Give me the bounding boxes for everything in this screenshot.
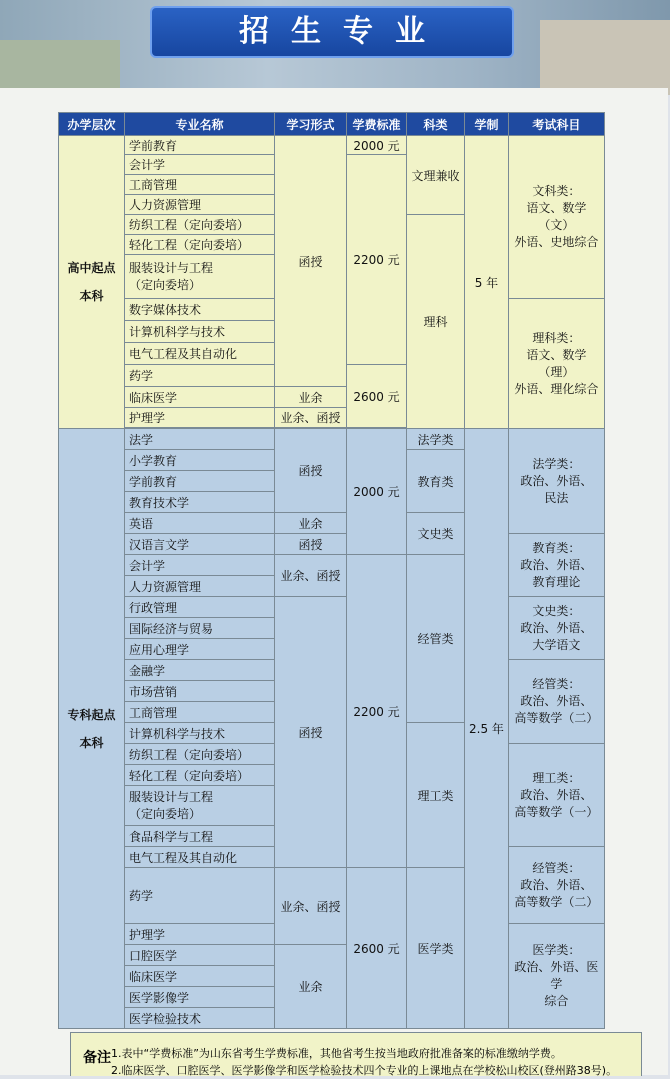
subjects-cell: 法学类： 政治、外语、 民法 bbox=[508, 429, 604, 534]
major-cell: 应用心理学 bbox=[125, 639, 275, 660]
major-cell: 电气工程及其自动化 bbox=[125, 847, 275, 868]
major-cell: 行政管理 bbox=[125, 597, 275, 618]
form-cell: 函授 bbox=[275, 136, 347, 387]
major-cell: 法学 bbox=[125, 429, 275, 450]
form-cell: 业余 bbox=[275, 945, 347, 1029]
note-label: 备注 bbox=[83, 1050, 111, 1066]
header-form: 学习形式 bbox=[275, 113, 347, 136]
header-subjects: 考试科目 bbox=[508, 113, 604, 136]
major-cell: 工商管理 bbox=[125, 702, 275, 723]
category-cell: 教育类 bbox=[407, 450, 465, 513]
category-cell: 经管类 bbox=[407, 555, 465, 723]
major-cell: 口腔医学 bbox=[125, 945, 275, 966]
subjects-cell: 医学类： 政治、外语、医学 综合 bbox=[508, 924, 604, 1029]
major-cell: 数字媒体技术 bbox=[125, 299, 275, 321]
header-banner bbox=[0, 0, 670, 95]
major-cell: 教育技术学 bbox=[125, 492, 275, 513]
section-college bbox=[59, 429, 605, 1029]
level-cell: 高中起点 本科 bbox=[59, 136, 125, 429]
major-cell: 医学影像学 bbox=[125, 987, 275, 1008]
fee-cell: 2000 元 bbox=[347, 136, 407, 155]
form-cell: 函授 bbox=[275, 534, 347, 555]
section-highschool bbox=[59, 136, 605, 429]
note-line: 2.临床医学、口腔医学、医学影像学和医学检验技术四个专业的上课地点在学校松山校区(登州路38号)。 bbox=[111, 1064, 618, 1077]
major-cell: 人力资源管理 bbox=[125, 195, 275, 215]
category-cell: 医学类 bbox=[407, 868, 465, 1029]
major-cell: 医学检验技术 bbox=[125, 1008, 275, 1029]
category-cell: 理科 bbox=[407, 215, 465, 429]
major-cell: 纺织工程（定向委培） bbox=[125, 215, 275, 235]
header-level: 办学层次 bbox=[59, 113, 125, 136]
admission-table bbox=[58, 112, 605, 1029]
form-cell: 函授 bbox=[275, 597, 347, 868]
form-cell: 业余 bbox=[275, 387, 347, 408]
header-duration: 学制 bbox=[465, 113, 509, 136]
major-cell: 食品科学与工程 bbox=[125, 826, 275, 847]
page-title: 招生专业 bbox=[239, 14, 447, 49]
banner-building bbox=[540, 20, 670, 95]
major-cell: 金融学 bbox=[125, 660, 275, 681]
category-cell: 文理兼收 bbox=[407, 136, 465, 215]
major-cell: 临床医学 bbox=[125, 966, 275, 987]
header-major: 专业名称 bbox=[125, 113, 275, 136]
title-box bbox=[150, 6, 514, 58]
admission-table-wrap bbox=[58, 112, 605, 1029]
form-cell: 函授 bbox=[275, 429, 347, 513]
subjects-cell: 教育类： 政治、外语、 教育理论 bbox=[508, 534, 604, 597]
note-box bbox=[70, 1032, 642, 1076]
major-cell: 药学 bbox=[125, 365, 275, 387]
major-cell: 计算机科学与技术 bbox=[125, 723, 275, 744]
major-cell: 会计学 bbox=[125, 155, 275, 175]
subjects-cell: 文科类： 语文、数学（文） 外语、史地综合 bbox=[508, 136, 604, 299]
subjects-cell: 文史类： 政治、外语、 大学语文 bbox=[508, 597, 604, 660]
form-cell: 业余、函授 bbox=[275, 868, 347, 945]
form-cell: 业余 bbox=[275, 513, 347, 534]
fee-cell: 2200 元 bbox=[347, 555, 407, 868]
major-cell: 护理学 bbox=[125, 924, 275, 945]
major-cell: 国际经济与贸易 bbox=[125, 618, 275, 639]
fee-cell: 2600 元 bbox=[347, 868, 407, 1029]
major-cell: 学前教育 bbox=[125, 136, 275, 155]
note-line: 1.表中“学费标准”为山东省考生学费标准，其他省考生按当地政府批准备案的标准缴纳学费。 bbox=[111, 1047, 562, 1060]
major-cell: 电气工程及其自动化 bbox=[125, 343, 275, 365]
category-cell: 法学类 bbox=[407, 429, 465, 450]
major-cell: 会计学 bbox=[125, 555, 275, 576]
major-cell: 汉语言文学 bbox=[125, 534, 275, 555]
major-cell: 服装设计与工程 （定向委培） bbox=[125, 255, 275, 299]
major-cell: 轻化工程（定向委培） bbox=[125, 235, 275, 255]
subjects-cell: 经管类： 政治、外语、 高等数学（二） bbox=[508, 847, 604, 924]
major-cell: 计算机科学与技术 bbox=[125, 321, 275, 343]
level-cell: 专科起点 本科 bbox=[59, 429, 125, 1029]
major-cell: 人力资源管理 bbox=[125, 576, 275, 597]
duration-cell: 2.5 年 bbox=[465, 429, 509, 1029]
category-cell: 理工类 bbox=[407, 723, 465, 868]
note-lines bbox=[111, 1045, 636, 1079]
major-cell: 工商管理 bbox=[125, 175, 275, 195]
major-cell: 市场营销 bbox=[125, 681, 275, 702]
major-cell: 英语 bbox=[125, 513, 275, 534]
header-category: 科类 bbox=[407, 113, 465, 136]
major-cell: 护理学 bbox=[125, 408, 275, 428]
duration-cell: 5 年 bbox=[465, 136, 509, 429]
subjects-cell: 理科类： 语文、数学（理） 外语、理化综合 bbox=[508, 299, 604, 429]
fee-cell: 2600 元 bbox=[347, 365, 407, 428]
category-cell: 文史类 bbox=[407, 513, 465, 555]
fee-cell: 2000 元 bbox=[347, 429, 407, 555]
form-cell: 业余、函授 bbox=[275, 408, 347, 428]
major-cell: 服装设计与工程 （定向委培） bbox=[125, 786, 275, 826]
subjects-cell: 经管类： 政治、外语、 高等数学（二） bbox=[508, 660, 604, 744]
form-cell: 业余、函授 bbox=[275, 555, 347, 597]
major-cell: 药学 bbox=[125, 868, 275, 924]
header-fee: 学费标准 bbox=[347, 113, 407, 136]
major-cell: 临床医学 bbox=[125, 387, 275, 408]
major-cell: 小学教育 bbox=[125, 450, 275, 471]
banner-trees bbox=[0, 40, 120, 95]
subjects-cell: 理工类： 政治、外语、 高等数学（一） bbox=[508, 744, 604, 847]
fee-cell: 2200 元 bbox=[347, 155, 407, 365]
major-cell: 轻化工程（定向委培） bbox=[125, 765, 275, 786]
major-cell: 纺织工程（定向委培） bbox=[125, 744, 275, 765]
major-cell: 学前教育 bbox=[125, 471, 275, 492]
